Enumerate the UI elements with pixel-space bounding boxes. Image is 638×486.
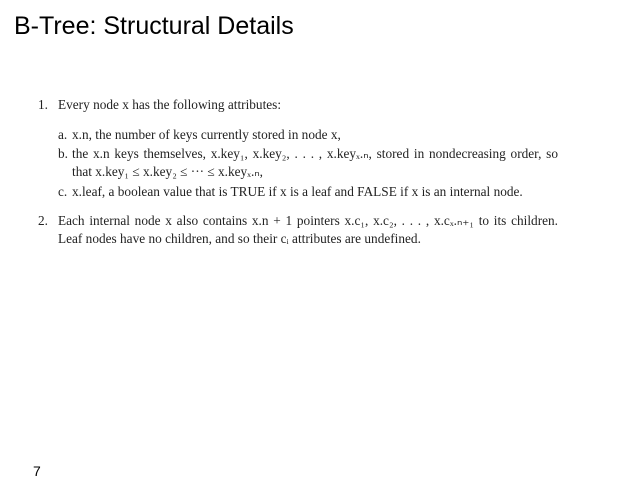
item-number: 2. [38,213,48,228]
sub-item-c [58,183,558,201]
list-item-1 [38,96,558,203]
sub-item-b [58,145,558,181]
item-body [58,96,558,203]
sub-item-letter: c. [58,184,68,199]
item-text: Each internal node x also contains x.n + 1 pointers x.c₁, x.c₂, . . . , x.cₓ.ₙ₊₁ to its children. Leaf nodes have no children, and so their cᵢ attributes are undefined. [58,213,558,246]
list-item-2 [38,212,558,248]
sub-item-text: x.n, the number of keys currently stored in node x, [72,127,341,142]
sub-item-a [58,126,558,144]
sub-item-text: x.leaf, a boolean value that is TRUE if x is a leaf and FALSE if x is an internal node. [72,184,523,199]
sub-item-letter: a. [58,127,68,142]
slide-content [38,96,558,248]
page-number: 7 [33,463,41,479]
sub-item-letter: b. [58,146,68,161]
sub-list [58,126,558,201]
sub-item-text: the x.n keys themselves, x.key₁, x.key₂, . . . , x.keyₓ.ₙ, stored in nondecreasing order, so that x.key₁ ≤ x.key₂ ≤ ··· ≤ x.keyₓ.ₙ, [72,146,558,179]
slide-title: B-Tree: Structural Details [14,12,294,40]
item-number: 1. [38,97,48,112]
item-text: Every node x has the following attributes: [58,97,282,112]
